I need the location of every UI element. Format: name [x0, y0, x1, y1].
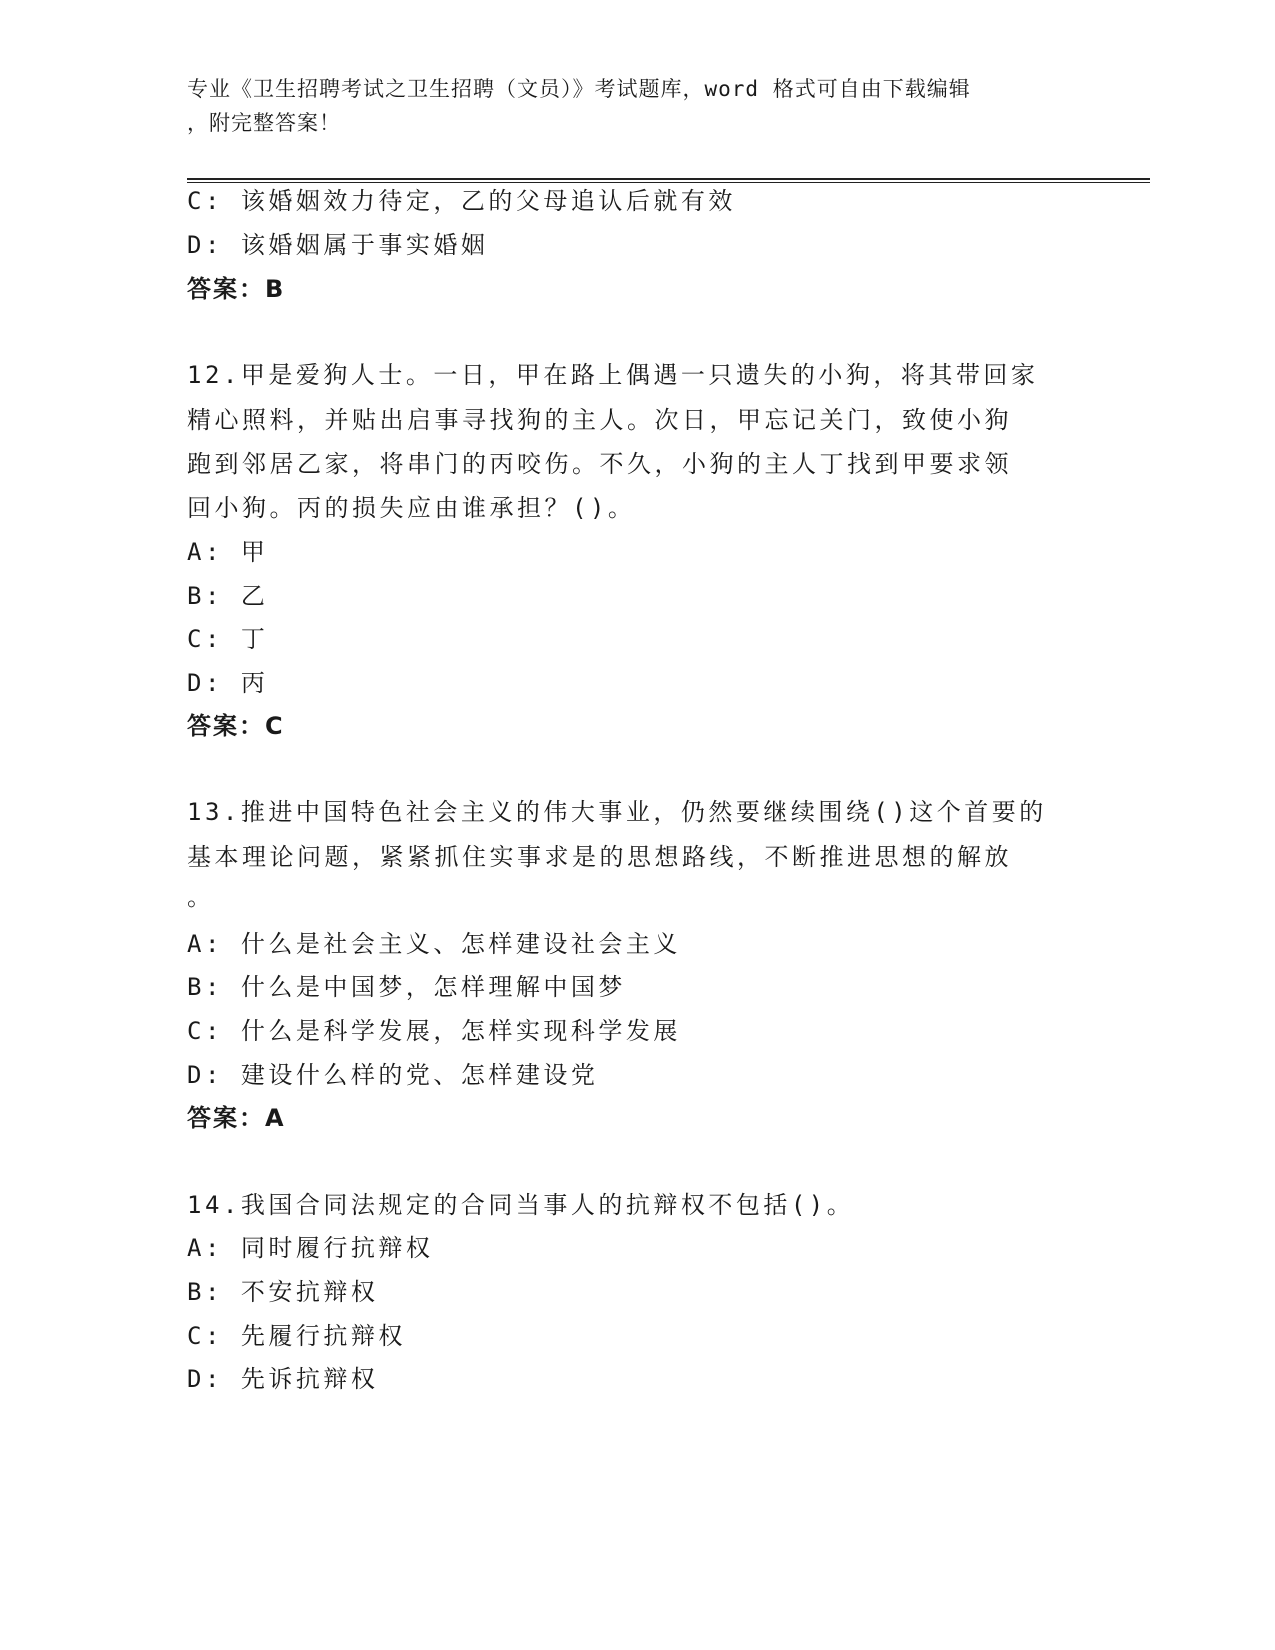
question-13-line-3: 。: [187, 883, 215, 911]
question-13-option-a: A: 什么是社会主义、怎样建设社会主义: [187, 930, 681, 958]
question-14-option-b: B: 不安抗辩权: [187, 1278, 379, 1306]
question-12-option-b: B: 乙: [187, 582, 269, 610]
question-12-answer: 答案：C: [187, 712, 285, 740]
question-12-option-a: A: 甲: [187, 538, 269, 566]
question-12-line-3: 跑到邻居乙家，将串门的丙咬伤。不久，小狗的主人丁找到甲要求领: [187, 450, 1012, 478]
header-line-2: ，附完整答案！: [187, 111, 341, 135]
question-12-line-4: 回小狗。丙的损失应由谁承担？()。: [187, 494, 636, 522]
option-c: C: 该婚姻效力待定，乙的父母追认后就有效: [187, 187, 736, 215]
question-13-option-c: C: 什么是科学发展，怎样实现科学发展: [187, 1017, 681, 1045]
page-header: [187, 72, 1067, 140]
question-13-option-d: D: 建设什么样的党、怎样建设党: [187, 1061, 599, 1089]
question-12-option-d: D: 丙: [187, 669, 269, 697]
option-d: D: 该婚姻属于事实婚姻: [187, 231, 489, 259]
question-12-line-2: 精心照料，并贴出启事寻找狗的主人。次日，甲忘记关门，致使小狗: [187, 406, 1012, 434]
question-13-line-1: 13.推进中国特色社会主义的伟大事业，仍然要继续围绕()这个首要的: [187, 798, 1047, 826]
question-14-option-d: D: 先诉抗辩权: [187, 1365, 379, 1393]
question-14-line-1: 14.我国合同法规定的合同当事人的抗辩权不包括()。: [187, 1191, 855, 1219]
question-14-option-a: A: 同时履行抗辩权: [187, 1234, 434, 1262]
question-12-option-c: C: 丁: [187, 625, 269, 653]
question-13-answer: 答案：A: [187, 1104, 286, 1132]
question-13-line-2: 基本理论问题，紧紧抓住实事求是的思想路线，不断推进思想的解放: [187, 843, 1012, 871]
question-13-option-b: B: 什么是中国梦，怎样理解中国梦: [187, 973, 626, 1001]
question-12-line-1: 12.甲是爱狗人士。一日，甲在路上偶遇一只遗失的小狗，将其带回家: [187, 361, 1039, 389]
question-14-option-c: C: 先履行抗辩权: [187, 1322, 406, 1350]
header-line-1: 专业《卫生招聘考试之卫生招聘（文员）》考试题库，word 格式可自由下载编辑: [187, 77, 971, 101]
answer-line: 答案：B: [187, 275, 286, 303]
header-divider: [187, 178, 1150, 183]
